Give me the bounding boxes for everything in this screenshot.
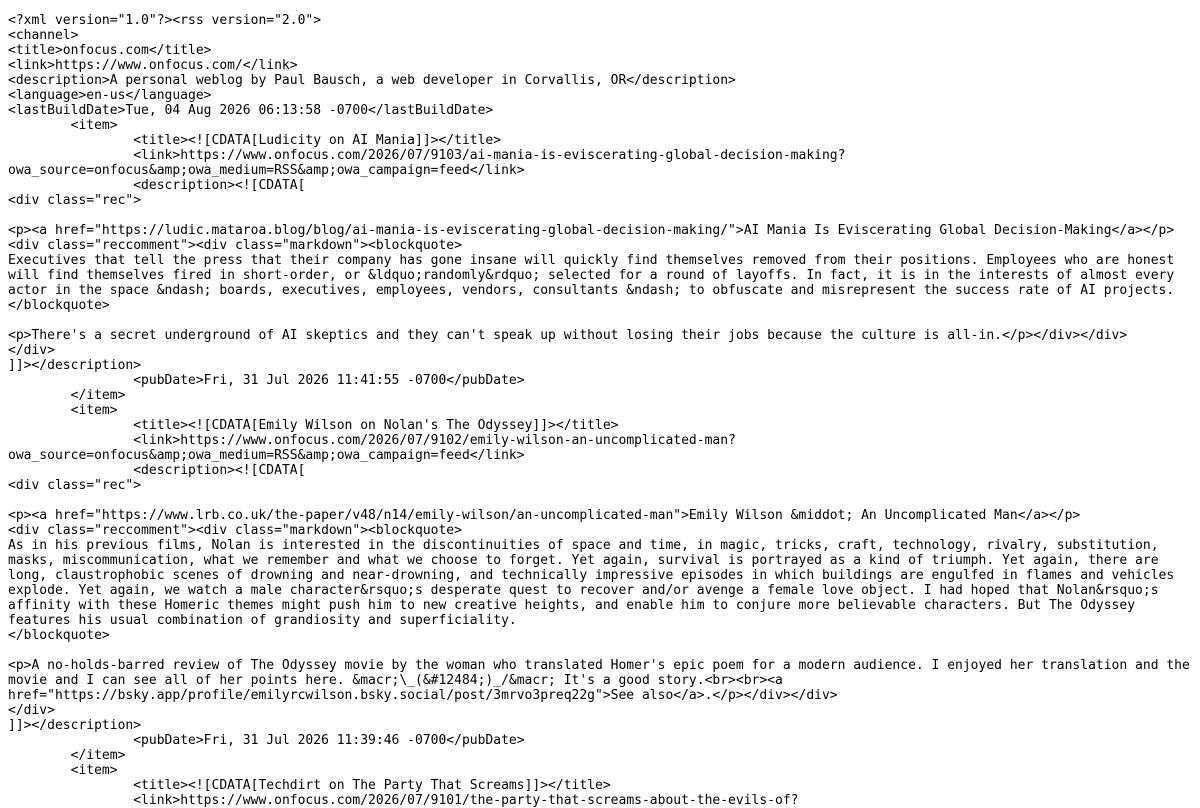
source-line: owa_source=onfocus&amp;owa_medium=RSS&amp;owa_campaign=feed</link> [8, 448, 525, 463]
source-line: </div> [8, 703, 55, 718]
source-line: masks, miscommunication, what we remember and what we choose to forget. Yet again, survival is portrayed as a kind of triumph. Yet again, there are [8, 553, 1159, 568]
source-line: <item> [8, 403, 118, 418]
source-line: <p>A no-holds-barred review of The Odyssey movie by the woman who translated Homer's epic poem for a modern audience. I enjoyed her translation and the [8, 658, 1190, 673]
source-line [8, 643, 1192, 658]
source-line: <pubDate>Fri, 31 Jul 2026 11:41:55 -0700</pubDate> [8, 373, 525, 388]
source-line: long, claustrophobic scenes of drowning and near-drowning, and technically impressive episodes in which buildings are engulfed in flames and vehicles [8, 568, 1175, 583]
source-line [8, 208, 1192, 223]
source-line: <description>A personal weblog by Paul Bausch, a web developer in Corvallis, OR</description> [8, 73, 736, 88]
source-line: <description><![CDATA[ [8, 463, 306, 478]
source-line: </blockquote> [8, 628, 110, 643]
source-line: </item> [8, 748, 126, 763]
source-line: actor in the space &ndash; boards, executives, employees, vendors, consultants &ndash; to obfuscate and misrepresent the success rate of AI projects. [8, 283, 1175, 298]
source-line: As in his previous films, Nolan is interested in the discontinuities of space and time, in magic, tricks, craft, technology, rivalry, substitution, [8, 538, 1159, 553]
source-line: <?xml version="1.0"?><rss version="2.0"> [8, 13, 322, 28]
source-line: <link>https://www.onfocus.com/</link> [8, 58, 298, 73]
source-line: ]]></description> [8, 718, 142, 733]
source-line: <pubDate>Fri, 31 Jul 2026 11:39:46 -0700</pubDate> [8, 733, 525, 748]
source-line: Executives that tell the press that their company has gone insane will quickly find themselves removed from their positions. Employees who are honest [8, 253, 1175, 268]
source-line: <div class="rec"> [8, 193, 142, 208]
source-line [8, 493, 1192, 508]
source-line: </blockquote> [8, 298, 110, 313]
source-line: <title><![CDATA[Emily Wilson on Nolan's The Odyssey]]></title> [8, 418, 619, 433]
source-line: explode. Yet again, we watch a male character&rsquo;s desperate quest to recover and/or avenge a female love object. I had hoped that Nolan&rsquo;s [8, 583, 1159, 598]
source-line: <title><![CDATA[Techdirt on The Party That Screams]]></title> [8, 778, 611, 793]
source-line: <div class="reccomment"><div class="markdown"><blockquote> [8, 523, 462, 538]
source-line: <link>https://www.onfocus.com/2026/07/9101/the-party-that-screams-about-the-evils-of? [8, 793, 799, 808]
source-line: <item> [8, 763, 118, 778]
source-line: <p><a href="https://www.lrb.co.uk/the-paper/v48/n14/emily-wilson/an-uncomplicated-man">Emily Wilson &middot; An Uncomplicated Man</a></p> [8, 508, 1081, 523]
source-line: <div class="rec"> [8, 478, 142, 493]
source-line: <p><a href="https://ludic.mataroa.blog/blog/ai-mania-is-eviscerating-global-decision-making/">AI Mania Is Eviscerating Global Decision-Making</a></p> [8, 223, 1175, 238]
source-line: <title><![CDATA[Ludicity on AI Mania]]></title> [8, 133, 502, 148]
source-line: <div class="reccomment"><div class="markdown"><blockquote> [8, 238, 462, 253]
source-line [8, 313, 1192, 328]
source-line: <link>https://www.onfocus.com/2026/07/9103/ai-mania-is-eviscerating-global-decision-making? [8, 148, 846, 163]
source-line: <description><![CDATA[ [8, 178, 306, 193]
source-line: will find themselves fired in short-order, or &ldquo;randomly&rdquo; selected for a round of layoffs. In fact, it is in the interests of almost every [8, 268, 1175, 283]
source-line: <title>onfocus.com</title> [8, 43, 212, 58]
source-line: <p>There's a secret underground of AI skeptics and they can't speak up without losing their jobs because the culture is all-in.</p></div></div> [8, 328, 1128, 343]
source-line: href="https://bsky.app/profile/emilyrcwilson.bsky.social/post/3mrvo3preq22g">See also</a>.</p></div></div> [8, 688, 838, 703]
source-line: owa_source=onfocus&amp;owa_medium=RSS&amp;owa_campaign=feed</link> [8, 163, 525, 178]
source-line: features his usual combination of grandiosity and superficiality. [8, 613, 517, 628]
source-line: <lastBuildDate>Tue, 04 Aug 2026 06:13:58 -0700</lastBuildDate> [8, 103, 494, 118]
source-line: ]]></description> [8, 358, 142, 373]
source-line: affinity with these Homeric themes might push him to new creative heights, and enable him to conjure more believable characters. But The Odyssey [8, 598, 1136, 613]
source-line: <item> [8, 118, 118, 133]
source-line: movie and I can see all of her points here. &macr;\_(&#12484;)_/&macr; It's a good story.<br><br><a [8, 673, 783, 688]
source-line: <link>https://www.onfocus.com/2026/07/9102/emily-wilson-an-uncomplicated-man? [8, 433, 736, 448]
source-line: </div> [8, 343, 55, 358]
source-line: <language>en-us</language> [8, 88, 212, 103]
source-line: <channel> [8, 28, 79, 43]
source-line: </item> [8, 388, 126, 403]
